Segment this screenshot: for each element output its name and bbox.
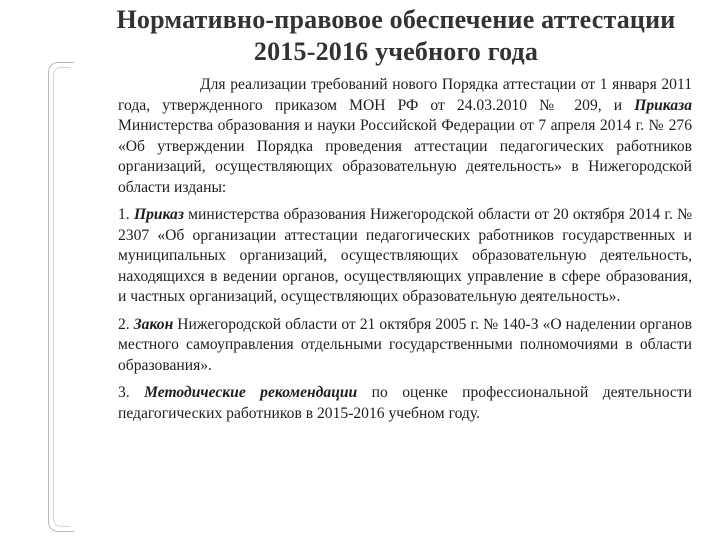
title-line-2: 2015-2016 учебного года (253, 37, 539, 66)
item-number: 1. (118, 206, 130, 223)
intro-emphasis: Приказа (634, 96, 692, 114)
item-number: 2. (118, 315, 130, 333)
item-emphasis: Методические рекомендации (144, 384, 358, 401)
list-item-2 (118, 315, 692, 377)
intro-text-after: Министерства образования и науки Российской Федерации от 7 апреля 2014 г. № 276 «Об утверждении Порядка проведения аттестации педагогических работников организаций, осуществляющих образовательную деятельность» в Нижегородской области изданы: (118, 117, 692, 196)
slide-title (72, 4, 720, 68)
item-text: министерства образования Нижегородской области от 20 октября 2014 г. № 2307 «Об организации аттестации педагогических работников государственных и муниципальных организаций, осуществляющих образовательную деятельность, находящихся в ведении органов, осуществляющих управление в сфере образования, и частных организаций, осуществляющих образовательную деятельность». (118, 206, 692, 305)
list-item-3 (118, 383, 692, 424)
intro-text-before: Для реализации требований нового Порядка аттестации от 1 января 2011 года, утвержденного приказом МОН РФ от 24.03.2010 № 209, и (118, 76, 692, 114)
slide-body (118, 75, 692, 430)
item-number: 3. (118, 384, 130, 401)
item-text: по оценке профессиональной деятельности педагогических работников в 2015-2016 учебном году. (118, 384, 692, 422)
item-emphasis: Закон (133, 315, 174, 333)
item-text: Нижегородской области от 21 октября 2005 г. № 140-З «О наделении органов местного самоуправления отдельными государственными полномочиями в области образования». (118, 315, 692, 374)
item-emphasis: Приказ (133, 206, 184, 223)
title-line-1: Нормативно-правовое обеспечение аттестации (116, 5, 676, 34)
decorative-bracket (48, 62, 74, 532)
list-item-1 (118, 205, 692, 308)
intro-paragraph (118, 75, 692, 198)
